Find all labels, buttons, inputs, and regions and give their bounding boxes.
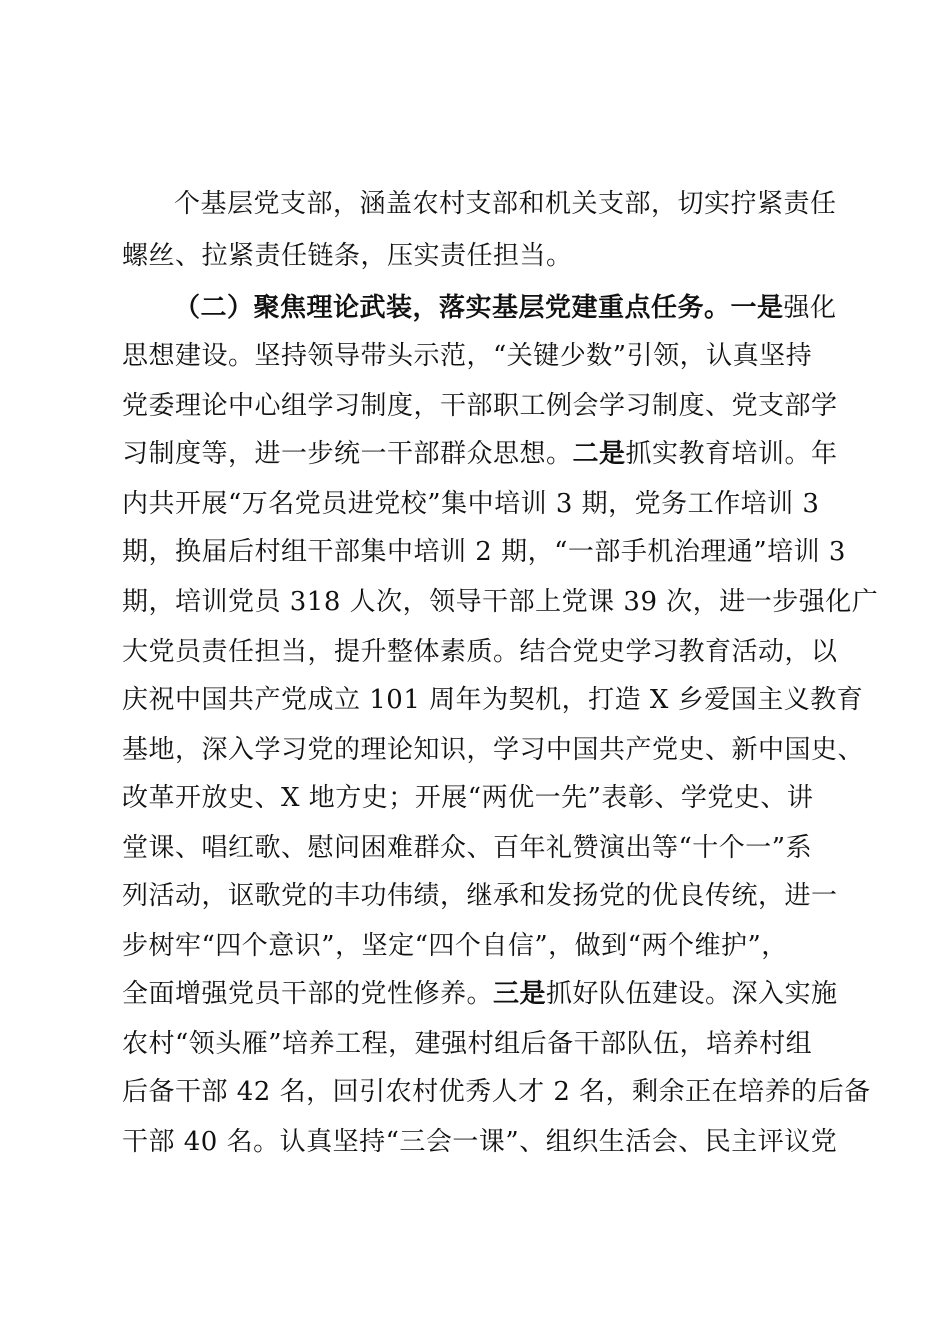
- text-run: 抓好队伍建设。深入实施: [546, 979, 838, 1009]
- text-run: 大党员责任担当，提升整体素质。结合党史学习教育活动，以: [122, 637, 838, 667]
- point-marker-3: 三是: [493, 979, 547, 1009]
- text-line: [122, 828, 842, 868]
- text-run: 庆祝中国共产党成立 101 周年为契机，打造 X 乡爱国主义教育: [122, 685, 864, 715]
- text-line: [122, 876, 842, 916]
- text-run: 螺丝、拉紧责任链条，压实责任担当。: [122, 241, 573, 271]
- text-line: [122, 680, 864, 720]
- section-heading: （二）聚焦理论武装，落实基层党建重点任务。: [174, 293, 731, 323]
- text-line: [122, 532, 846, 572]
- text-line: [122, 1122, 842, 1162]
- text-line: [122, 386, 842, 426]
- text-line: [122, 484, 842, 524]
- text-line: [122, 184, 842, 224]
- text-run: 农村“领头雁”培养工程，建强村组后备干部队伍，培养村组: [122, 1029, 813, 1059]
- text-run: 期，培训党员 318 人次，领导干部上党课 39 次，进一步强化广: [122, 587, 879, 617]
- text-run: 列活动，讴歌党的丰功伟绩，继承和发扬党的优良传统，进一: [122, 881, 838, 911]
- text-run: 期，换届后村组干部集中培训 2 期，“一部手机治理通”培训 3: [122, 537, 846, 567]
- text-run: 内共开展“万名党员进党校”集中培训 3 期，党务工作培训 3: [122, 489, 820, 519]
- text-line: [122, 778, 842, 818]
- text-run: 改革开放史、X 地方史；开展“两优一先”表彰、学党史、讲: [122, 783, 814, 813]
- text-line: [122, 974, 842, 1014]
- text-run: 后备干部 42 名，回引农村优秀人才 2 名，剩余正在培养的后备: [122, 1077, 871, 1107]
- section-heading-line: [122, 288, 842, 328]
- text-run: 干部 40 名。认真坚持“三会一课”、组织生活会、民主评议党: [122, 1127, 838, 1157]
- text-line: [122, 1072, 871, 1112]
- text-line: [122, 434, 842, 474]
- text-run: 抓实教育培训。年: [625, 439, 838, 469]
- text-line: [122, 632, 842, 672]
- text-run: 堂课、唱红歌、慰问困难群众、百年礼赞演出等“十个一”系: [122, 833, 813, 863]
- text-line: [122, 236, 842, 276]
- text-run: 步树牢“四个意识”，坚定“四个自信”，做到“两个维护”，: [122, 931, 788, 961]
- point-marker-1: 一是: [730, 293, 784, 323]
- point-marker-2: 二是: [572, 439, 626, 469]
- text-line: [122, 1024, 842, 1064]
- text-run: 习制度等，进一步统一干部群众思想。: [122, 439, 573, 469]
- text-line: [122, 582, 879, 622]
- text-run: 强化: [783, 293, 837, 323]
- text-run: 个基层党支部，涵盖农村支部和机关支部，切实拧紧责任: [174, 189, 837, 219]
- text-line: [122, 336, 842, 376]
- text-run: 党委理论中心组学习制度，干部职工例会学习制度、党支部学: [122, 391, 838, 421]
- text-run: 全面增强党员干部的党性修养。: [122, 979, 494, 1009]
- text-line: [122, 730, 865, 770]
- text-line: [122, 926, 842, 966]
- text-run: 基地，深入学习党的理论知识，学习中国共产党史、新中国史、: [122, 735, 865, 765]
- text-run: 思想建设。坚持领导带头示范，“关键少数”引领，认真坚持: [122, 341, 813, 371]
